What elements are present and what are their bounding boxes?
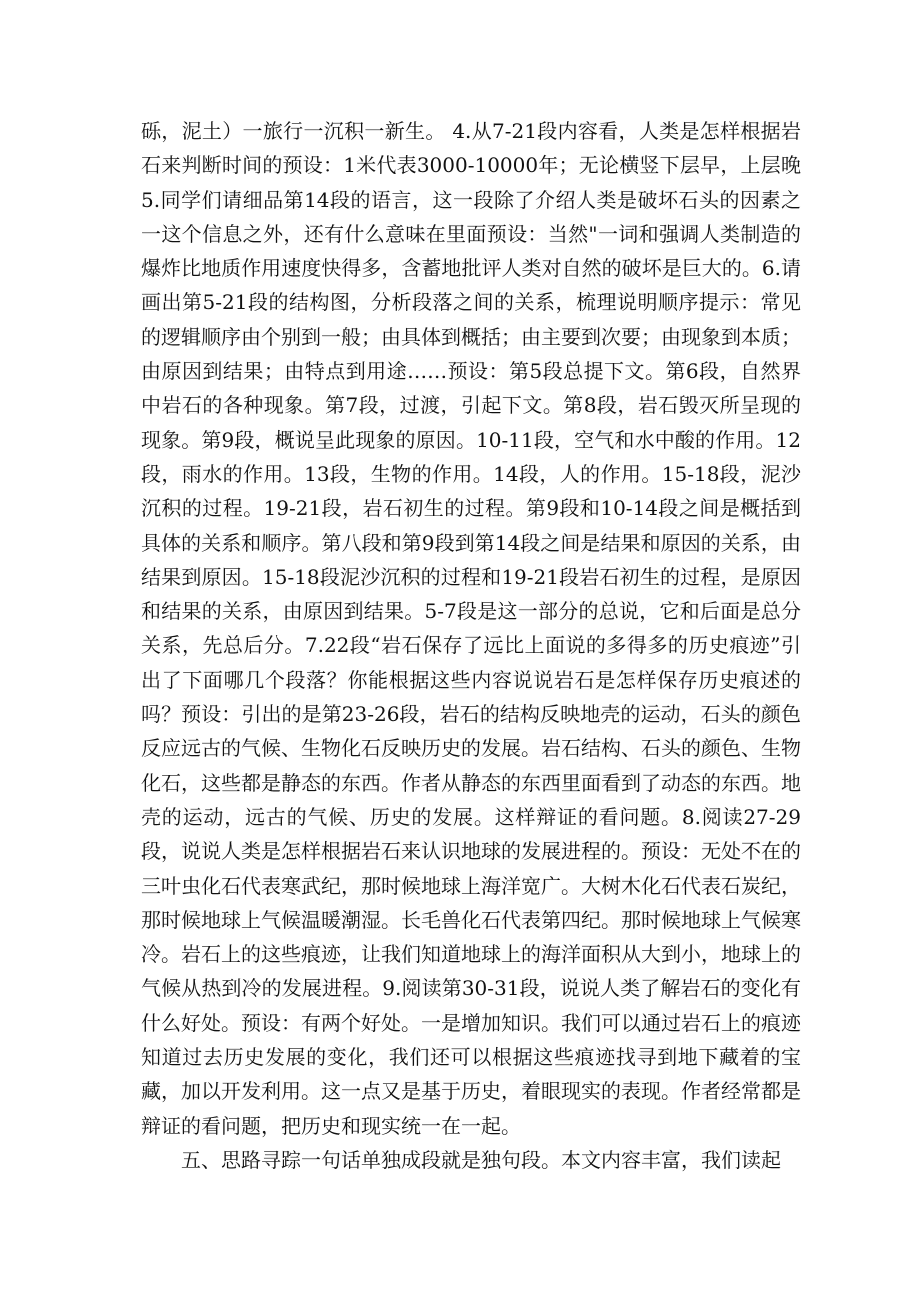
document-body [141,114,801,1177]
body-paragraph: 砾，泥土）一旅行一沉积一新生。 4.从7-21段内容看，人类是怎样根据岩石来判断时间的预设：1米代表3000-10000年；无论横竖下层早，上层晚5.同学们请细品第14段的语言，这一段除了介绍人类是破坏石头的因素之一这个信息之外，还有什么意味在里面预设：当然"一词和强调人类制造的爆炸比地质作用速度快得多，含蓄地批评人类对自然的破坏是巨大的。6.请画出第5-21段的结构图，分析段落之间的关系，梳理说明顺序提示：常见的逻辑顺序由个别到一般；由具体到概括；由主要到次要；由现象到本质；由原因到结果；由特点到用途……预设：第5段总提下文。第6段，自然界中岩石的各种现象。第7段，过渡，引起下文。第8段，岩石毁灭所呈现的现象。第9段，概说呈此现象的原因。10-11段，空气和水中酸的作用。12段，雨水的作用。13段，生物的作用。14段，人的作用。15-18段，泥沙沉积的过程。19-21段，岩石初生的过程。第9段和10-14段之间是概括到具体的关系和顺序。第八段和第9段到第14段之间是结果和原因的关系，由结果到原因。15-18段泥沙沉积的过程和19-21段岩石初生的过程，是原因和结果的关系，由原因到结果。5-7段是这一部分的总说，它和后面是总分关系，先总后分。7.22段“岩石保存了远比上面说的多得多的历史痕迹”引出了下面哪几个段落？你能根据这些内容说说岩石是怎样保存历史痕述的吗？预设：引出的是第23-26段，岩石的结构反映地壳的运动，石头的颜色反应远古的气候、生物化石反映历史的发展。岩石结构、石头的颜色、生物化石，这些都是静态的东西。作者从静态的东西里面看到了动态的东西。地壳的运动，远古的气候、历史的发展。这样辩证的看问题。8.阅读27-29段，说说人类是怎样根据岩石来认识地球的发展进程的。预设：无处不在的三叶虫化石代表寒武纪，那时候地球上海洋宽广。大树木化石代表石炭纪，那时候地球上气候温暖潮湿。长毛兽化石代表第四纪。那时候地球上气候寒冷。岩石上的这些痕迹，让我们知道地球上的海洋面积从大到小，地球上的气候从热到冷的发展进程。9.阅读第30-31段，说说人类了解岩石的变化有什么好处。预设：有两个好处。一是增加知识。我们可以通过岩石上的痕迹知道过去历史发展的变化，我们还可以根据这些痕迹找寻到地下藏着的宝藏，加以开发利用。这一点又是基于历史，着眼现实的表现。作者经常都是辩证的看问题，把历史和现实统一在一起。 [141,119,801,1138]
section-five-paragraph: 五、思路寻踪一句话单独成段就是独句段。本文内容丰富，我们读起 [181,1147,781,1172]
